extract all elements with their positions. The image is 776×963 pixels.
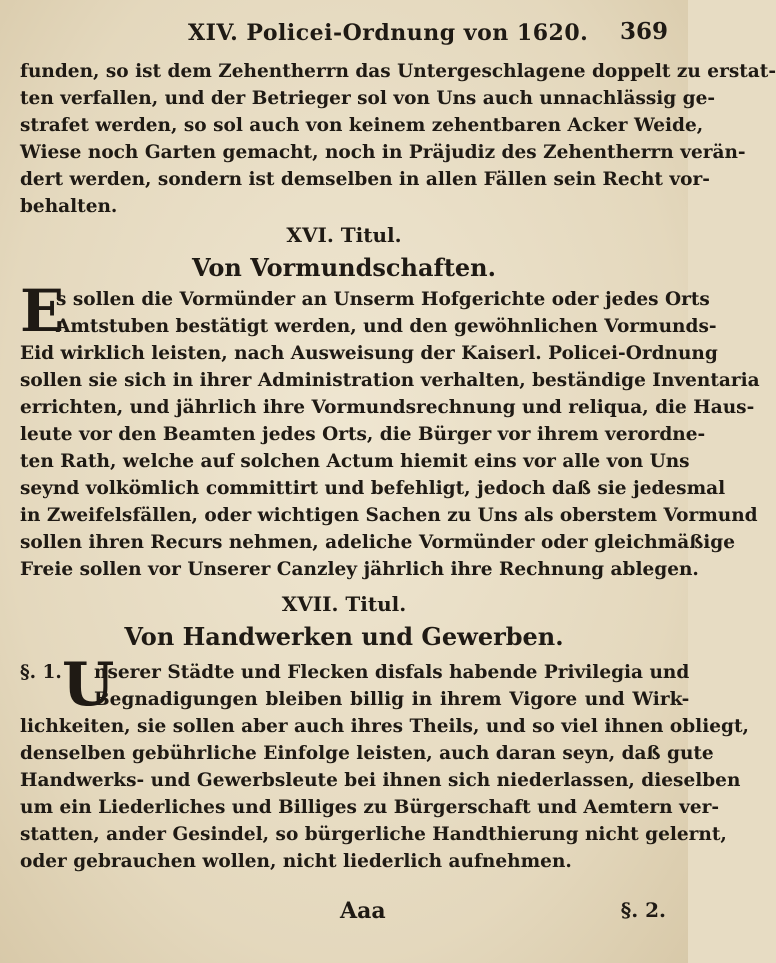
continued-paragraph xyxy=(20,58,776,220)
running-header xyxy=(0,18,688,46)
text-line: s sollen die Vormünder an Unserm Hofgerichte oder jedes Orts xyxy=(56,289,710,310)
initial-letter-e: E xyxy=(20,277,65,345)
paragraph-vormundschaften xyxy=(20,277,760,583)
initial-letter-u: U xyxy=(62,650,115,720)
text-line: Amtstuben bestätigt werden, und den gewöhnlichen Vormunds- xyxy=(56,316,717,337)
text-line: statten, ander Gesindel, so bürgerliche Handthierung nicht gelernt, xyxy=(20,824,727,845)
text-line: um ein Liederliches und Billiges zu Bürgerschaft und Aemtern ver- xyxy=(20,797,720,818)
signature-mark: Aaa xyxy=(340,898,386,924)
text-line: in Zweifelsfällen, oder wichtigen Sachen zu Uns als oberstem Vormund xyxy=(20,505,758,526)
text-line: funden, so ist dem Zehentherrn das Untergeschlagene doppelt zu erstat- xyxy=(20,61,776,82)
text-line: leute vor den Beamten jedes Orts, die Bürger vor ihrem verordne- xyxy=(20,424,706,445)
text-line: Eid wirklich leisten, nach Ausweisung der Kaiserl. Policei-Ordnung xyxy=(20,343,718,364)
text-line: dert werden, sondern ist demselben in allen Fällen sein Recht vor- xyxy=(20,169,710,190)
catchword: §. 2. xyxy=(620,898,666,922)
text-line: behalten. xyxy=(20,196,118,217)
text-line: ten verfallen, und der Betrieger sol von Uns auch unnachlässig ge- xyxy=(20,88,716,109)
text-line: nserer Städte und Flecken disfals habende Privilegia und xyxy=(94,662,690,683)
title-xvii: XVII. Titul. xyxy=(281,592,407,616)
text-line: ten Rath, welche auf solchen Actum hiemit eins vor alle von Uns xyxy=(20,451,690,472)
text-line: errichten, und jährlich ihre Vormundsrechnung und reliqua, die Haus- xyxy=(20,397,755,418)
page-content xyxy=(20,58,776,875)
text-line: seynd volkömlich committirt und befehligt, jedoch daß sie jedesmal xyxy=(20,478,726,499)
text-line: denselben gebührliche Einfolge leisten, auch daran seyn, daß gute xyxy=(20,743,714,764)
text-line: Handwerks- und Gewerbsleute bei ihnen sich niederlassen, dieselben xyxy=(20,770,741,791)
section-mark: §. 1. xyxy=(20,662,62,683)
text-line: sollen sie sich in ihrer Administration verhalten, beständige Inventaria xyxy=(20,370,760,391)
page-number: 369 xyxy=(619,18,668,45)
title-xvi: XVI. Titul. xyxy=(286,223,402,247)
running-title: XIV. Policei-Ordnung von 1620. xyxy=(188,20,589,46)
text-line: oder gebrauchen wollen, nicht liederlich aufnehmen. xyxy=(20,851,572,872)
paragraph-handwerken xyxy=(20,650,749,875)
page-footer xyxy=(0,898,688,928)
text-line: sollen ihren Recurs nehmen, adeliche Vormünder oder gleichmäßige xyxy=(20,532,736,553)
text-line: lichkeiten, sie sollen aber auch ihres Theils, und so viel ihnen obliegt, xyxy=(20,716,749,737)
text-line: Freie sollen vor Unserer Canzley jährlich ihre Rechnung ablegen. xyxy=(20,559,699,580)
text-line: strafet werden, so sol auch von keinem zehentbaren Acker Weide, xyxy=(20,115,704,136)
heading-vormundschaften: Von Vormundschaften. xyxy=(192,253,496,282)
text-line: Begnadigungen bleiben billig in ihrem Vigore und Wirk- xyxy=(94,689,690,710)
text-line: Wiese noch Garten gemacht, noch in Präjudiz des Zehentherrn verän- xyxy=(20,142,746,163)
heading-handwerken: Von Handwerken und Gewerben. xyxy=(124,622,564,651)
